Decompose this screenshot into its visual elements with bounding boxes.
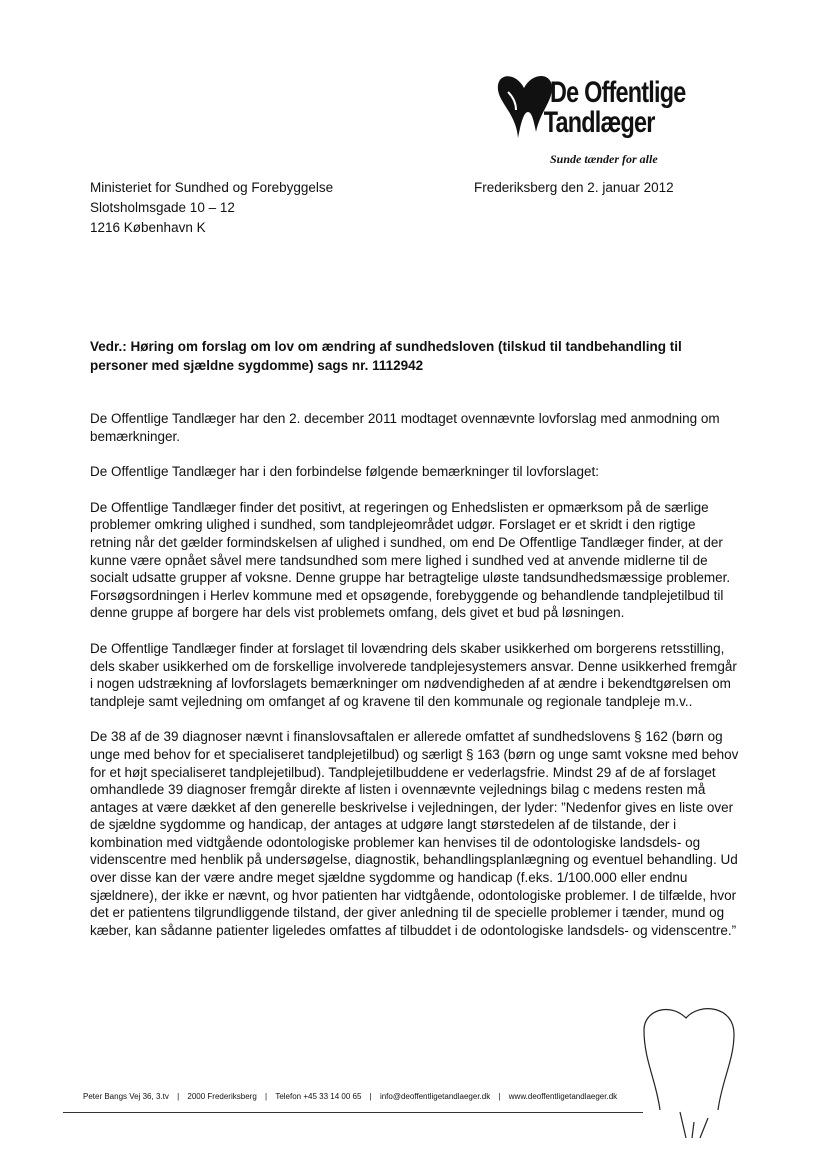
recipient-line: 1216 København K xyxy=(90,220,206,235)
org-name xyxy=(543,76,686,139)
footer-separator: | xyxy=(498,1092,501,1101)
body-paragraph: De Offentlige Tandlæger har den 2. december 2011 modtaget ovennævnte lovforslag med anmodning om bemærkninger. xyxy=(90,411,720,444)
body-paragraph: De Offentlige Tandlæger finder at forslaget til lovændring dels skaber usikkerhed om borgerens retsstilling, dels skaber usikkerhed om de forskellige involverede tandplejesystemers ansvar. Denne usikkerhed fremgår i nogen udstrækning af lovforslagets bemærkninger om nødvendigheden af at ændre i bekendtgørelsen om tandpleje samt vejledning om omfanget af og kravene til den kommunale og regionale tandpleje m.v.. xyxy=(90,640,737,709)
letter-body xyxy=(90,410,740,957)
tagline: Sunde tænder for alle xyxy=(550,152,658,166)
footer-email[interactable]: info@deoffentligetandlaeger.dk xyxy=(379,1092,491,1101)
footer-divider xyxy=(63,1112,643,1113)
footer-contact xyxy=(80,1092,620,1101)
tooth-outline-icon xyxy=(630,990,740,1140)
body-paragraph: De 38 af de 39 diagnoser nævnt i finanslovsaftalen er allerede omfattet af sundhedslovens § 162 (børn og unge med behov for et specialiseret tandplejetilbud) og særligt § 163 (børn og unge samt voksne med behov for et højt specialiseret tandplejetilbud). Tandplejetilbuddene er vederlagsfrie. Mindst 29 af de af forslaget omhandlede 39 diagnoser fremgår direkte af listen i ovennævnte vejlednings bilag c medens resten må antages at være dækket af den generelle beskrivelse i vejledningen, der lyder: ”Nedenfor gives en liste over de sjældne sygdomme og handicap, der antages at udgøre langt størstedelen af de tilstande, der i kombination med vidtgående odontologiske problemer kan henvises til de odontologiske landsdels- og videnscentre med henblik på undersøgelse, diagnostik, behandlingsplanlægning og eventuel behandling. Ud over disse kan der være andre meget sjældne sygdomme og handicap (f.eks. 1/100.000 eller endnu sjældnere), der ikke er nævnt, og hvor patienten har vidtgående, odontologiske problemer. I de tilfælde, hvor det er patientens tilgrundliggende tilstand, der giver anledning til de specielle problemer i tænder, mund og kæber, kan sådanne patienter ligeledes omfattes af tilbuddet i de odontologiske landsdels- og videnscentre.” xyxy=(90,729,739,938)
footer-address: Peter Bangs Vej 36, 3.tv xyxy=(83,1092,169,1101)
footer-phone: Telefon +45 33 14 00 65 xyxy=(275,1092,362,1101)
footer-separator: | xyxy=(265,1092,268,1101)
letterhead-logo xyxy=(494,66,724,176)
footer-separator: | xyxy=(177,1092,180,1101)
subject-line: Vedr.: Høring om forslag om lov om ændring af sundhedsloven (tilskud til tandbehandling til personer med sjældne sygdomme) sags nr. 1112942 xyxy=(90,339,682,373)
footer-web[interactable]: www.deoffentligetandlaeger.dk xyxy=(508,1092,618,1101)
recipient-line: Slotsholmsgade 10 – 12 xyxy=(90,200,235,215)
org-name-line2: Tandlæger xyxy=(543,106,655,139)
footer-city: 2000 Frederiksberg xyxy=(187,1092,257,1101)
footer-separator: | xyxy=(369,1092,372,1101)
body-paragraph: De Offentlige Tandlæger finder det positivt, at regeringen og Enhedslisten er opmærksom på de særlige problemer omkring ulighed i sundhed, som tandplejeområdet udgør. Forslaget er et skridt i den rigtige retning når det gælder formindskelsen af ulighed i sundhed, om end De Offentlige Tandlæger finder, at der kunne være opnået såvel mere tandsundhed som mere lighed i sundhed ved at anvende midlerne til de socialt udsatte grupper af voksne. Denne gruppe har betragtelige uløste tandsundhedsmæssige problemer. Forsøgsordningen i Herlev kommune med et opsøgende, forebyggende og behandlende tandplejetilbud til denne gruppe af borgere har dels vist problemets omfang, dels givet et bud på løsningen. xyxy=(90,499,731,621)
recipient-address xyxy=(90,178,333,238)
body-paragraph: De Offentlige Tandlæger har i den forbindelse følgende bemærkninger til lovforslaget: xyxy=(90,464,600,480)
org-name-line1: De Offentlige xyxy=(550,76,686,109)
letter-date: Frederiksberg den 2. januar 2012 xyxy=(474,180,674,195)
recipient-line: Ministeriet for Sundhed og Forebyggelse xyxy=(90,180,334,195)
